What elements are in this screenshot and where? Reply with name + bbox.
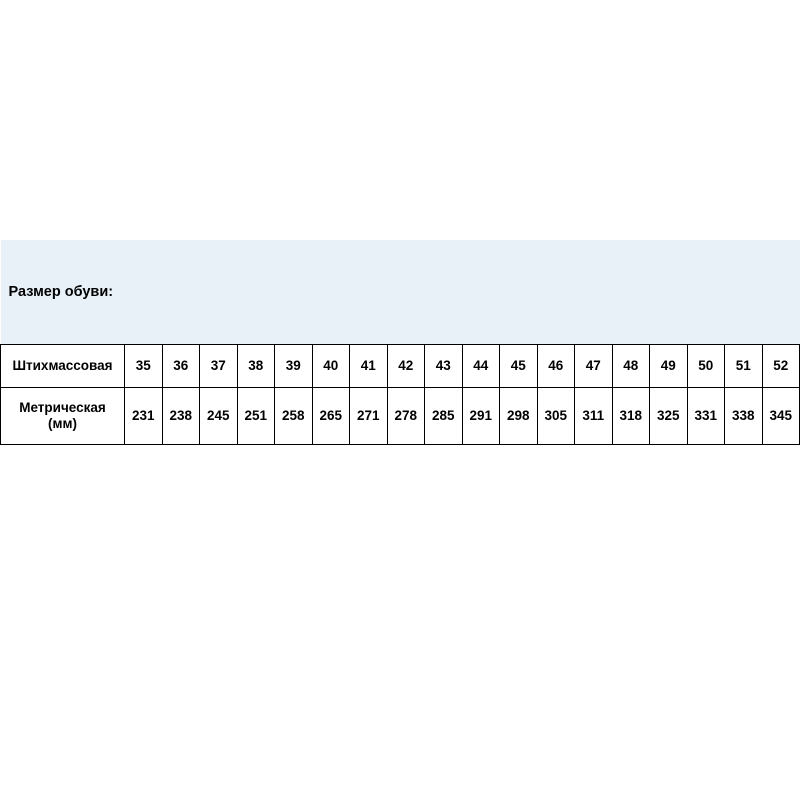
cell-metric-1: 238	[162, 388, 200, 445]
cell-stich-11: 46	[537, 345, 575, 388]
cell-stich-9: 44	[462, 345, 500, 388]
cell-metric-6: 271	[350, 388, 388, 445]
cell-stich-2: 37	[200, 345, 238, 388]
cell-metric-9: 291	[462, 388, 500, 445]
cell-stich-16: 51	[725, 345, 763, 388]
cell-stich-14: 49	[650, 345, 688, 388]
cell-metric-7: 278	[387, 388, 425, 445]
cell-stich-4: 39	[275, 345, 313, 388]
row-label-metric-text: Метрическая	[19, 400, 106, 416]
cell-metric-13: 318	[612, 388, 650, 445]
row-label-metric-unit: (мм)	[48, 416, 77, 431]
cell-metric-2: 245	[200, 388, 238, 445]
table-title-row	[1, 240, 800, 345]
cell-stich-7: 42	[387, 345, 425, 388]
cell-stich-10: 45	[500, 345, 538, 388]
cell-metric-15: 331	[687, 388, 725, 445]
cell-stich-6: 41	[350, 345, 388, 388]
row-label-metric	[1, 388, 125, 445]
cell-metric-12: 311	[575, 388, 613, 445]
cell-metric-16: 338	[725, 388, 763, 445]
cell-metric-8: 285	[425, 388, 463, 445]
cell-stich-13: 48	[612, 345, 650, 388]
cell-metric-11: 305	[537, 388, 575, 445]
cell-metric-0: 231	[125, 388, 163, 445]
cell-metric-5: 265	[312, 388, 350, 445]
cell-metric-10: 298	[500, 388, 538, 445]
cell-stich-3: 38	[237, 345, 275, 388]
cell-stich-5: 40	[312, 345, 350, 388]
size-table	[0, 240, 800, 445]
row-label-stichmass: Штихмассовая	[1, 345, 125, 388]
table-row	[1, 388, 800, 445]
cell-stich-8: 43	[425, 345, 463, 388]
cell-metric-14: 325	[650, 388, 688, 445]
cell-stich-15: 50	[687, 345, 725, 388]
cell-stich-1: 36	[162, 345, 200, 388]
cell-stich-17: 52	[762, 345, 800, 388]
page-title: Размер обуви:	[1, 240, 800, 345]
table-row	[1, 345, 800, 388]
cell-stich-0: 35	[125, 345, 163, 388]
shoe-size-chart	[0, 240, 800, 445]
cell-metric-17: 345	[762, 388, 800, 445]
cell-metric-4: 258	[275, 388, 313, 445]
cell-metric-3: 251	[237, 388, 275, 445]
cell-stich-12: 47	[575, 345, 613, 388]
